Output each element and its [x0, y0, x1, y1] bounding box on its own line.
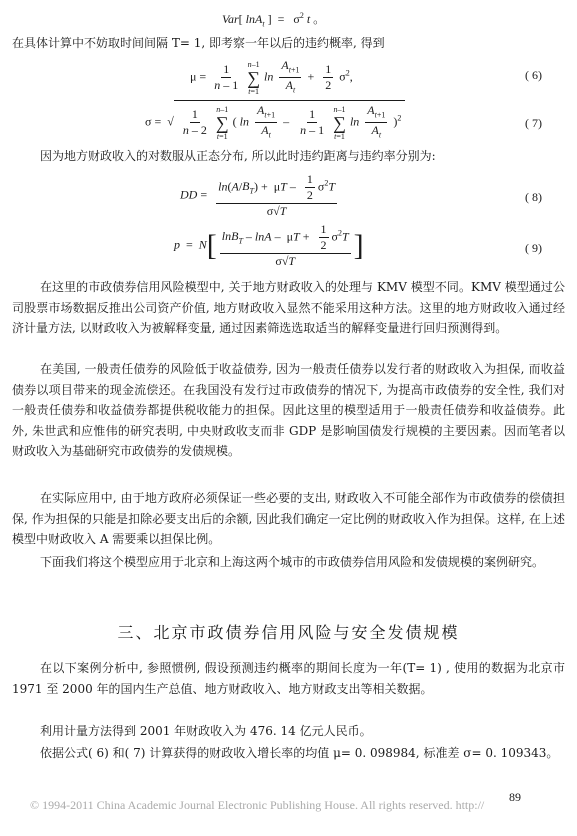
paragraph-practical-application: 在实际应用中, 由于地方政府必须保证一些必要的支出, 财政收入不可能全部作为市政债券的偿债担保, 作为担保的只能是扣除必要支出后的余额, 因此我们确定一定比例的财政收入作为担保。这样, 在上述模型中财政收入 A 需要乘以担保比例。	[12, 491, 565, 546]
section-heading: 三、北京市政债券信用风险与安全发债规模	[117, 623, 460, 642]
equation-number-7: ( 7)	[525, 116, 542, 130]
page-number: 89	[509, 790, 521, 804]
text-line-dd-intro: 因为地方财政收入的对数服从正态分布, 所以此时违约距离与违约率分别为:	[40, 149, 436, 163]
equation-9-p: p = N[ lnB$_T$ – lnA – μT + $\frac{1}{2}$ $\sigma^2T$ σ√T ]	[174, 222, 364, 268]
copyright-footer: © 1994-2011 China Academic Journal Electronic Publishing House. All rights reserved. http://	[30, 798, 485, 812]
paragraph-case-assumptions: 在以下案例分析中, 参照惯例, 假设预测违约概率的期间长度为一年(T= 1) , 使用的数据为北京市 1971 至 2000 年的国内生产总值、地方财政收入、地方财政支出等相关数据。	[12, 661, 565, 696]
equation-variance: Var[ lnA$_t$ ] = $\sigma^2$ t 。	[222, 11, 326, 29]
equation-8-dd: DD = $\ln(A/B_T) + \mu T$ – $\frac{1}{2}$ $\sigma^2T$ σ√T	[180, 172, 335, 218]
paragraph-us-bonds: 在美国, 一般责任债券的风险低于收益债券, 因为一般责任债券以发行者的财政收入为担保, 而收益债券以项目带来的现金流偿还。在我国没有发行过市政债券的情况下, 为提高市政债券的安全性, 我们对一般责任债券和收益债券都提供税收能力的担保。因此这里的模型适用于一般责任债券和收益债券。此外, 朱世武和应惟伟的研究表明, 中央财政收支而非 GDP 是影响国债发行规模的主要因素。因而笔者以财政收入为基础研究市政债券的发债规模。	[12, 362, 565, 458]
equation-6-mu: μ = $\frac{1}{n - 1}$ n–1 ∑ t=1 ln $\frac{A_{t+1}}{A_t}$ + $\frac{1}{2}$ $\sigma^2$,	[190, 58, 353, 96]
text-line-intro: 在具体计算中不妨取时间间隔 T= 1, 即考察一年以后的违约概率, 得到	[12, 36, 385, 50]
equation-number-9: ( 9)	[525, 241, 542, 255]
paragraph-revenue-forecast: 利用计量方法得到 2001 年财政收入为 476. 14 亿元人民币。	[40, 724, 372, 738]
paragraph-case-study-intro: 下面我们将这个模型应用于北京和上海这两个城市的市政债券信用风险和发债规模的案例研究。	[40, 555, 545, 569]
paragraph-growth-stats: 依据公式( 6) 和( 7) 计算获得的财政收入增长率的均值 μ= 0. 098984, 标准差 σ= 0. 109343。	[40, 746, 559, 760]
paragraph-kmv-comparison: 在这里的市政债券信用风险模型中, 关于地方财政收入的处理与 KMV 模型不同。KMV 模型通过公司股票市场数据反推出公司资产价值, 地方财政收入显然不能采用这种方法。这里的地方财政收入通过经济计量方法, 以财政收入为被解释变量, 通过因素筛选选取适当的解释变量进行回归预测得到。	[12, 280, 565, 335]
equation-number-8: ( 8)	[525, 190, 542, 204]
equation-7-sigma: σ = √ $\frac{1}{n - 2}$ n–1 ∑ t=1 ( ln $\frac{A_{t+1}}{A_t}$ – $\frac{1}{n - 1}$ n–1 ∑ t=1 ln $\frac{A_{t+1}}{A_t}$ )$^2$	[145, 100, 405, 143]
equation-number-6: ( 6)	[525, 68, 542, 82]
